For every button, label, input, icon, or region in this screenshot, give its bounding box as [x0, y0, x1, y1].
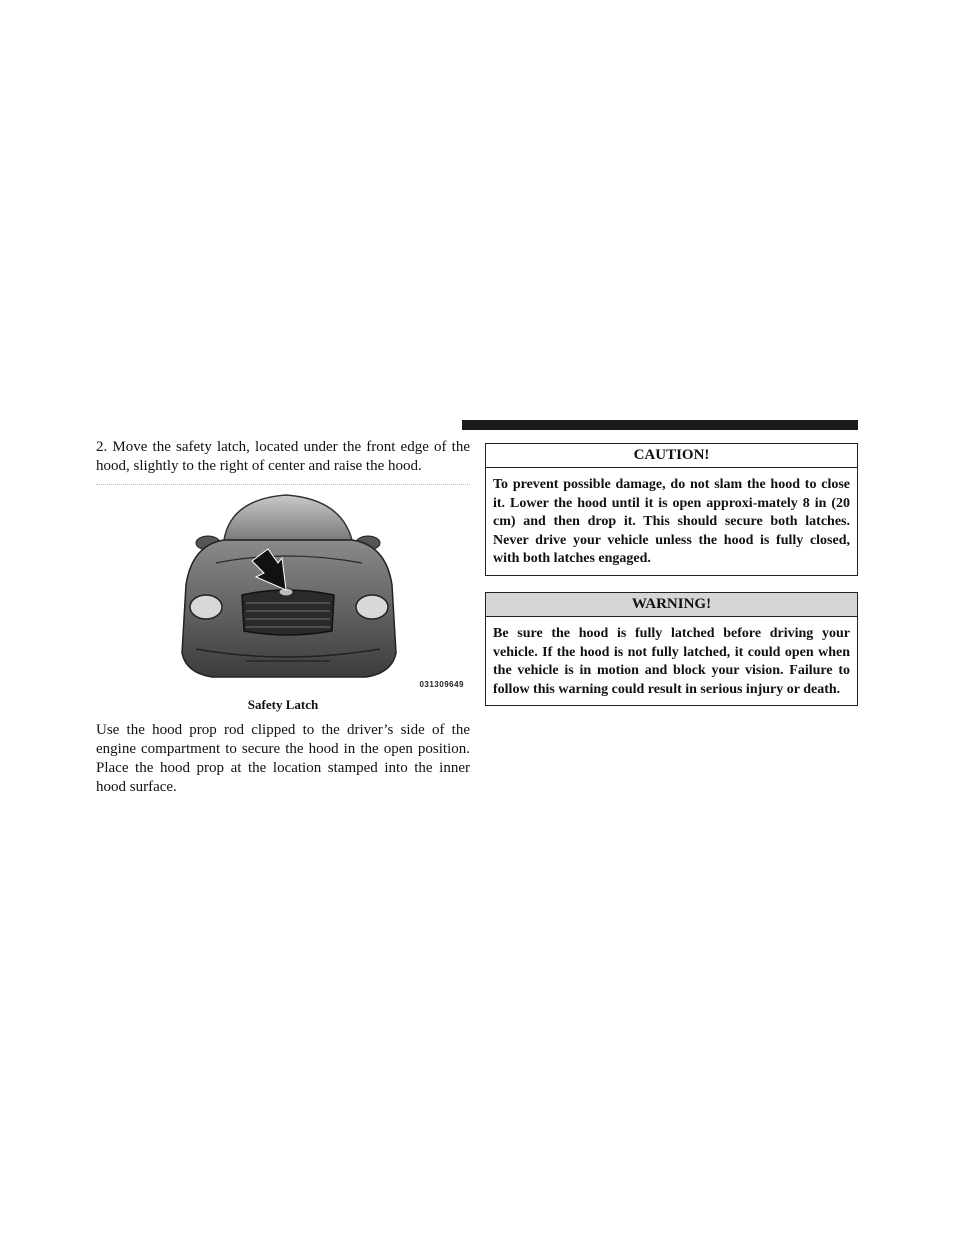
- safety-latch-figure: [96, 484, 470, 695]
- figure-caption: Safety Latch: [247, 697, 319, 712]
- left-column: [96, 438, 470, 797]
- warning-title: WARNING!: [486, 593, 857, 617]
- warning-box: [485, 592, 858, 706]
- section-header-bar: [462, 420, 858, 430]
- step-2-text: 2. Move the safety latch, located under the front edge of the hood, slightly to the right of center and raise the hood.: [96, 439, 470, 474]
- warning-body: Be sure the hood is fully latched before driving your vehicle. If the hood is not fully latched, it could open when the vehicle is in motion and block your vision. Failure to follow this warning could result in serious injury or death.: [493, 626, 850, 697]
- hood-prop-text: Use the hood prop rod clipped to the driver’s side of the engine compartment to secure the hood in the open position. Place the hood prop at the location stamped into the inner hood surface.: [96, 722, 470, 795]
- car-front-illustration: [96, 485, 470, 695]
- caution-box: [485, 443, 858, 576]
- caution-title: CAUTION!: [486, 444, 857, 468]
- figure-code: 031309649: [419, 680, 464, 689]
- caution-body: To prevent possible damage, do not slam the hood to close it. Lower the hood until it is open approxi-mately 8 in (20 cm) and then drop it. This should secure both latches. Never drive your vehicle unless the hood is fully closed, with both latches engaged.: [493, 477, 850, 567]
